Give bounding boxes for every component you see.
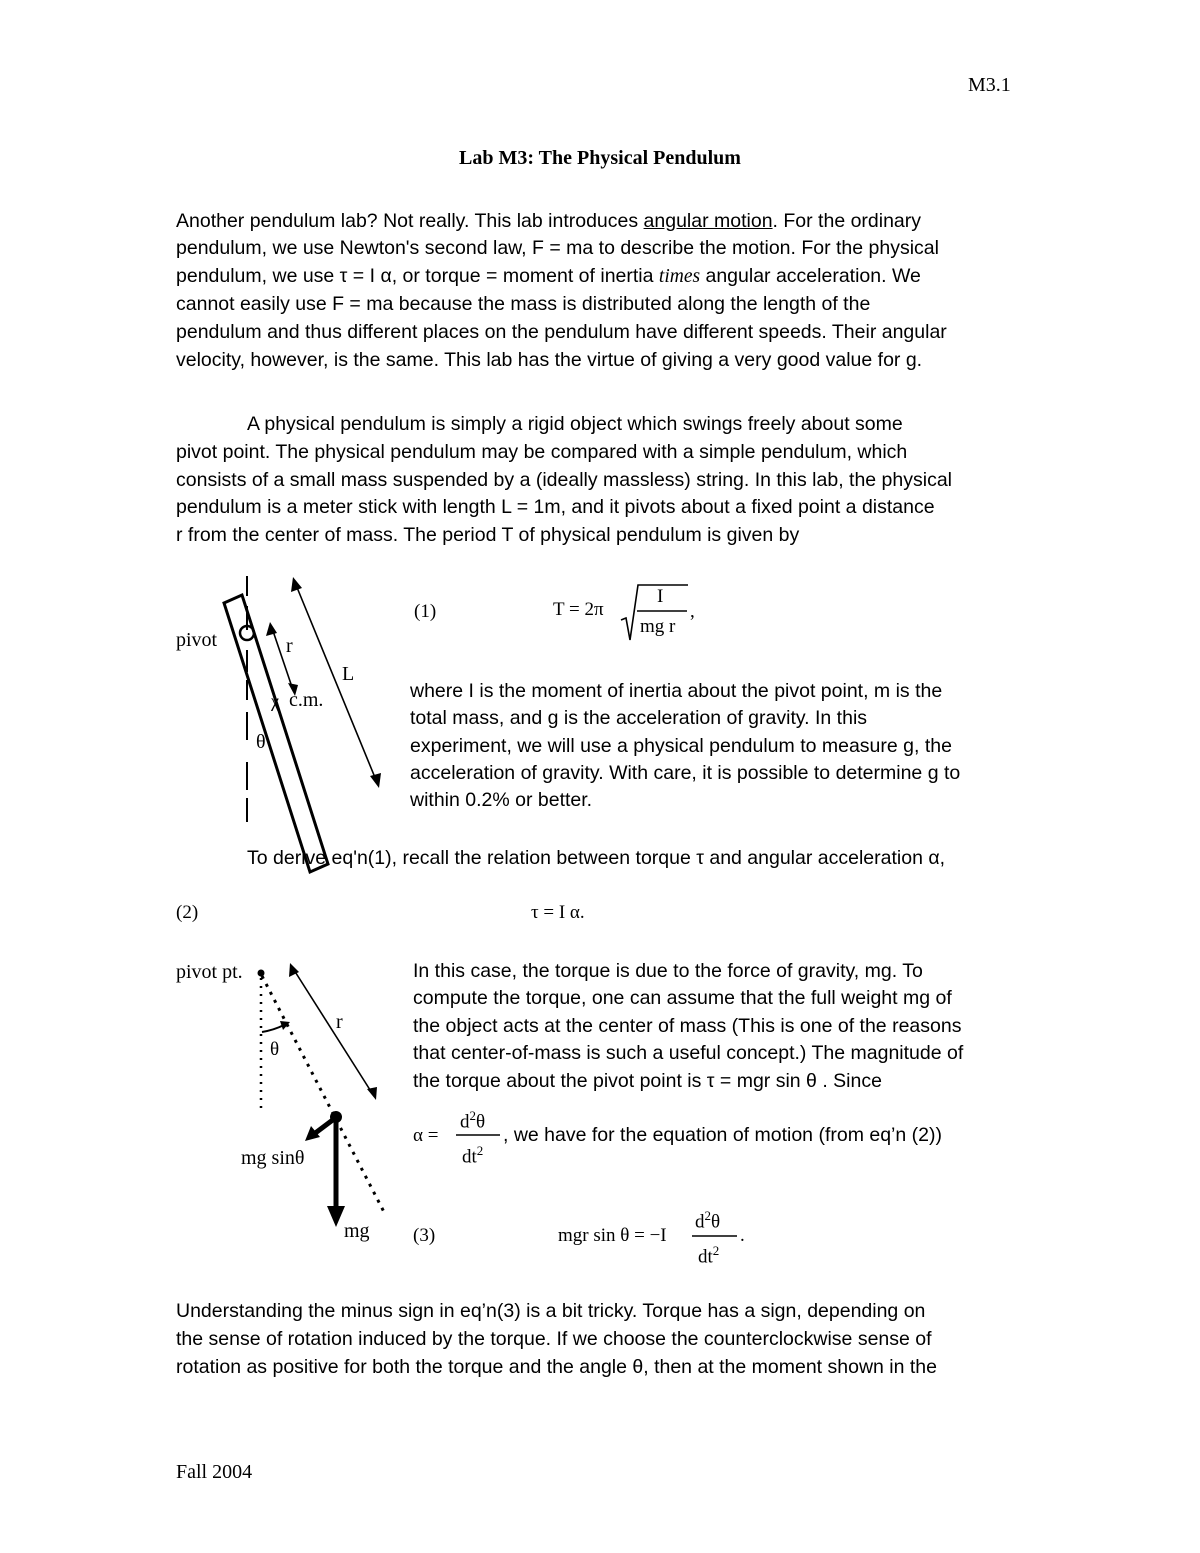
para2-line-2: pivot point. The physical pendulum may be compared with a simple pendulum, which [176, 441, 908, 463]
eq3-label: (3) [413, 1225, 436, 1246]
eq1-label: (1) [414, 601, 437, 622]
eq1-denominator: mg r [640, 616, 676, 637]
eq3-lhs: mgr sin θ = −I [558, 1225, 667, 1246]
eq1-text-line-3: experiment, we will use a physical pendulum to measure g, the [410, 735, 952, 757]
alpha-after-text: , we have for the equation of motion (from eq’n (2)) [503, 1124, 942, 1146]
fig1-r-label: r [286, 635, 293, 657]
torque-text-line-4: that center-of-mass is such a useful concept.) The magnitude of [413, 1042, 964, 1064]
intro-line-5: pendulum and thus different places on the pendulum have different speeds. Their angular [176, 321, 947, 343]
fig1-theta-label: θ [256, 731, 266, 753]
eq1-numerator: I [657, 586, 664, 607]
para2-line-1: A physical pendulum is simply a rigid object which swings freely about some [247, 413, 903, 435]
intro-line-4: cannot easily use F = ma because the mass is distributed along the length of the [176, 293, 871, 315]
eq3-num: $d^2\theta$ [695, 1208, 721, 1233]
alpha-den: $dt^2$ [462, 1143, 484, 1168]
fig2-mg-label: mg [344, 1220, 370, 1242]
page-title: Lab M3: The Physical Pendulum [459, 147, 741, 169]
fig2-pivot-label: pivot pt. [176, 961, 243, 983]
eq1-text-line-1: where I is the moment of inertia about the pivot point, m is the [410, 680, 943, 702]
eq2-body: τ = I α. [531, 902, 585, 923]
fig2-theta-label: θ [270, 1039, 280, 1060]
eq1-text-line-5: within 0.2% or better. [410, 789, 593, 811]
torque-text-line-1: In this case, the torque is due to the force of gravity, mg. To [413, 960, 923, 982]
fig2-mgsin-label: mg sinθ [241, 1147, 305, 1169]
closing-line-1: Understanding the minus sign in eq’n(3) is a bit tricky. Torque has a sign, depending on [176, 1300, 926, 1322]
eq3-period: . [740, 1225, 745, 1246]
para2-line-4: pendulum is a meter stick with length L = 1m, and it pivots about a fixed point a distance [176, 496, 935, 518]
eq2-label: (2) [176, 902, 199, 923]
eq1-comma: , [690, 601, 695, 622]
fig1-cm-label: c.m. [289, 689, 324, 711]
eq3-den: $dt^2$ [698, 1243, 720, 1268]
intro-line-1: Another pendulum lab? Not really. This lab introduces angular motion. For the ordinary [176, 210, 922, 232]
alpha-eq-lhs: α = [413, 1125, 439, 1146]
torque-text-line-3: the object acts at the center of mass (This is one of the reasons [413, 1015, 962, 1037]
closing-line-2: the sense of rotation induced by the torque. If we choose the counterclockwise sense of [176, 1328, 932, 1350]
para2-line-5: r from the center of mass. The period T of physical pendulum is given by [176, 524, 800, 546]
eq1-text-line-2: total mass, and g is the acceleration of gravity. In this [410, 707, 868, 729]
fig1-pivot-label: pivot [176, 629, 218, 651]
eq1-text-line-4: acceleration of gravity. With care, it is possible to determine g to [410, 762, 961, 784]
intro-line-2: pendulum, we use Newton's second law, F = ma to describe the motion. For the physical [176, 237, 939, 259]
derive-line: To derive eq'n(1), recall the relation between torque τ and angular acceleration α, [247, 847, 946, 869]
fig1-x-label: χ [271, 691, 279, 711]
footer: Fall 2004 [176, 1461, 253, 1483]
fig1-L-label: L [342, 663, 355, 685]
closing-line-3: rotation as positive for both the torque and the angle θ, then at the moment shown in the [176, 1356, 937, 1378]
intro-line-6: velocity, however, is the same. This lab has the virtue of giving a very good value for g. [176, 349, 923, 371]
para2-line-3: consists of a small mass suspended by a (ideally massless) string. In this lab, the physical [176, 469, 953, 491]
intro-line-3: pendulum, we use τ = I α, or torque = moment of inertia times angular acceleration. We [176, 265, 921, 287]
fig2-r-label: r [336, 1011, 343, 1033]
eq1-lhs: T = 2π [553, 599, 604, 620]
alpha-num: $d^2\theta$ [460, 1108, 486, 1133]
page-number: M3.1 [968, 74, 1011, 96]
torque-text-line-2: compute the torque, one can assume that the full weight mg of [413, 987, 952, 1009]
torque-text-line-5: the torque about the pivot point is τ = mgr sin θ . Since [413, 1070, 882, 1092]
